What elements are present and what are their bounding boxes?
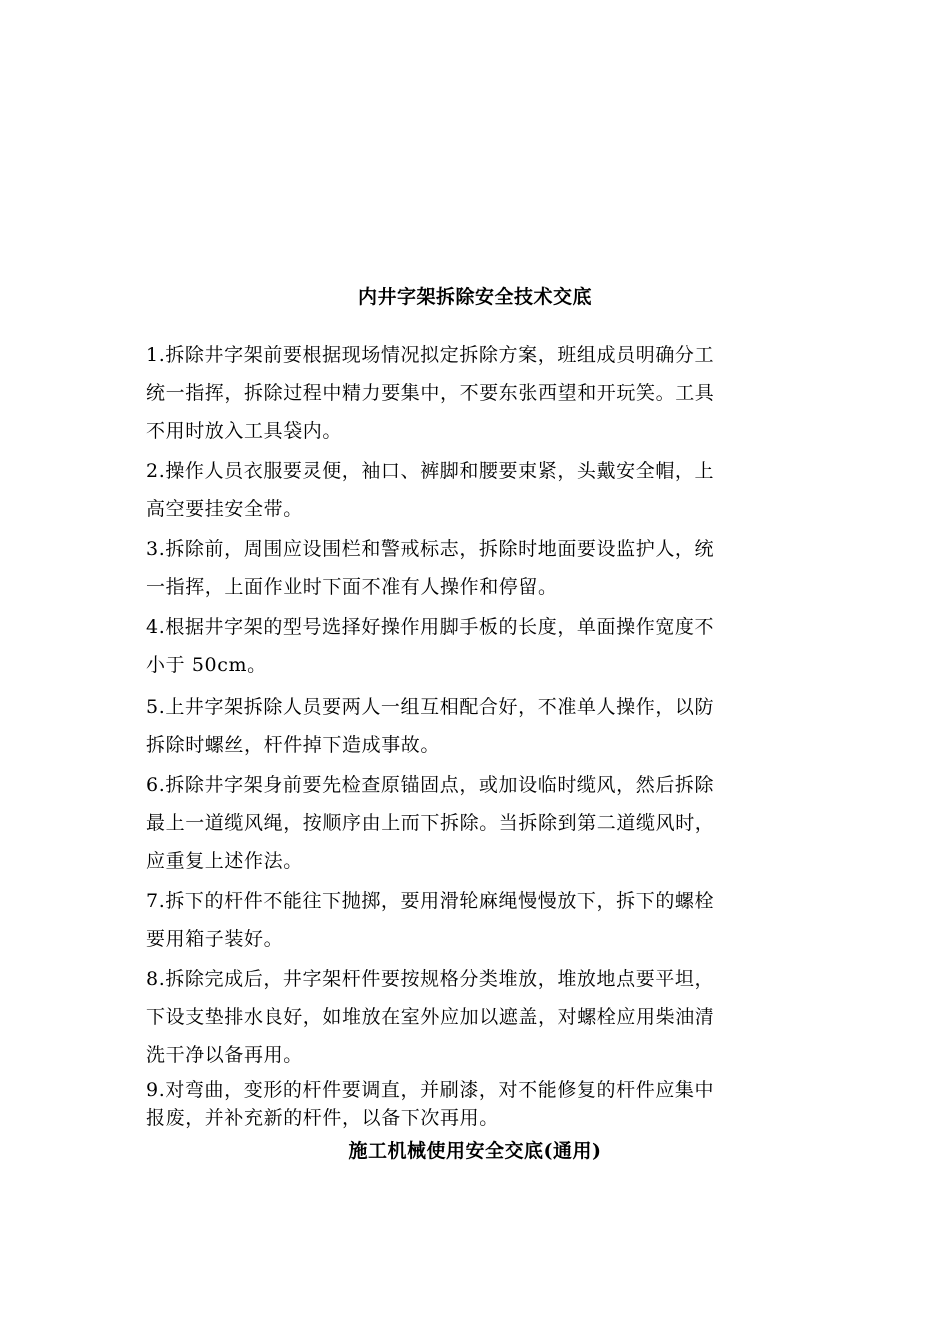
item-line: 4.根据井字架的型号选择好操作用脚手板的长度，单面操作宽度不 — [146, 616, 715, 638]
page-title: 内井字架拆除安全技术交底 — [357, 286, 592, 308]
item-line: 9.对弯曲，变形的杆件要调直，并刷漆，对不能修复的杆件应集中 — [146, 1079, 715, 1101]
item-line: 8.拆除完成后，井字架杆件要按规格分类堆放，堆放地点要平坦， — [146, 968, 715, 990]
item-line: 7.拆下的杆件不能往下抛掷，要用滑轮麻绳慢慢放下，拆下的螺栓 — [146, 890, 715, 912]
item-line: 统一指挥，拆除过程中精力要集中，不要东张西望和开玩笑。工具 — [146, 382, 715, 404]
item-line: 不用时放入工具袋内。 — [146, 420, 343, 442]
list-item-6 — [146, 766, 806, 880]
item-line: 6.拆除井字架身前要先检查原锚固点，或加设临时缆风，然后拆除 — [146, 774, 715, 796]
list-item-1 — [146, 336, 806, 450]
item-line: 下设支垫排水良好，如堆放在室外应加以遮盖，对螺栓应用柴油清 — [146, 1006, 715, 1028]
item-line: 拆除时螺丝，杆件掉下造成事故。 — [146, 734, 441, 756]
item-line: 高空要挂安全带。 — [146, 498, 303, 520]
list-item-7 — [146, 882, 806, 958]
list-item-2 — [146, 452, 806, 528]
list-item-3 — [146, 530, 806, 606]
item-line: 最上一道缆风绳，按顺序由上而下拆除。当拆除到第二道缆风时， — [146, 812, 715, 834]
item-line: 要用箱子装好。 — [146, 928, 284, 950]
list-item-9 — [146, 1076, 806, 1132]
item-line: 一指挥，上面作业时下面不准有人操作和停留。 — [146, 576, 558, 598]
list-item-5 — [146, 688, 806, 764]
item-line: 小于 50cm。 — [146, 654, 267, 676]
item-line: 2.操作人员衣服要灵便，袖口、裤脚和腰要束紧，头戴安全帽，上 — [146, 460, 715, 482]
list-item-4 — [146, 608, 806, 684]
item-line: 5.上井字架拆除人员要两人一组互相配合好，不准单人操作，以防 — [146, 696, 715, 718]
item-line: 1.拆除井字架前要根据现场情况拟定拆除方案，班组成员明确分工 — [146, 344, 715, 366]
item-line: 3.拆除前，周围应设围栏和警戒标志，拆除时地面要设监护人，统 — [146, 538, 715, 560]
item-line: 报废，并补充新的杆件，以备下次再用。 — [146, 1107, 499, 1129]
item-line: 应重复上述作法。 — [146, 850, 303, 872]
list-item-8 — [146, 960, 806, 1074]
item-line: 洗干净以备再用。 — [146, 1044, 303, 1066]
next-section-title: 施工机械使用安全交底(通用) — [348, 1140, 602, 1162]
